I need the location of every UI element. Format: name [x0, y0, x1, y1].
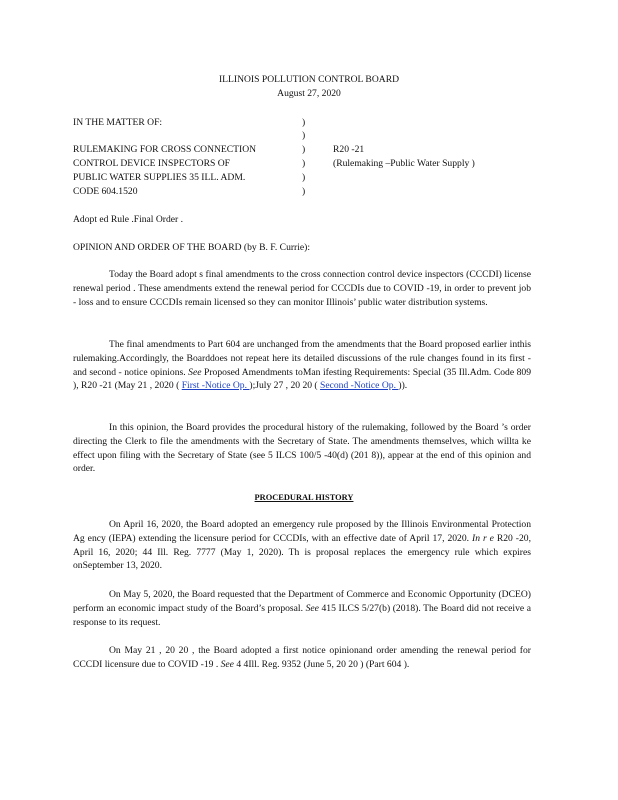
paren: ): [302, 186, 306, 197]
citation-signal: See: [220, 658, 234, 670]
paragraph-first-notice: [73, 644, 531, 672]
paren: ): [302, 144, 306, 155]
rulemaking-type: (Rulemaking –Public Water Supply ): [333, 158, 475, 169]
section-heading: PROCEDURAL HISTORY: [254, 493, 354, 502]
paragraph-dceo-request: [73, 588, 531, 629]
caption-line: PUBLIC WATER SUPPLIES 35 ILL. ADM.: [73, 172, 246, 183]
caption-line: RULEMAKING FOR CROSS CONNECTION: [73, 144, 257, 155]
paren: ): [302, 172, 306, 183]
paragraph-text: );July 27 , 20 20 (: [249, 380, 321, 392]
paren: ): [302, 117, 306, 128]
paragraph-emergency-rule: [73, 518, 531, 573]
paragraph-intro: [73, 268, 531, 309]
paragraph-text: The final amendments to Part 604 are unchanged from the amendments that the Board proposed earlier inthis rulemaking.Accordingly, the Boarddoes not repeat here its detailed discussions of the rule changes found in its first - and second - notice opinions.: [73, 339, 531, 378]
paren: ): [302, 158, 306, 169]
opinion-title: OPINION AND ORDER OF THE BOARD (by B. F. Currie):: [73, 242, 311, 253]
paragraph-text: Today the Board adopt s final amendments to the cross connection control device inspectors (CCCDI) license renewal period . These amendments extend the renewal period for CCCDIs due to COVID -19, in order to prevent job - loss and to ensure CCCDIs remain licensed so they can monitor Illinois’ public water distribution systems.: [73, 269, 531, 308]
paragraph-text: In this opinion, the Board provides the procedural history of the rulemaking, followed by the Board ’s order directing the Clerk to file the amendments with the Secretary of State. The amendments themselves, which willta ke effect upon filing with the Secretary of State (see 5 ILCS 100/5 -40(d) (201 8)), appear at the end of this opinion and order.: [73, 422, 531, 475]
caption-line: CONTROL DEVICE INSPECTORS OF: [73, 158, 230, 169]
citation-signal: See: [305, 602, 319, 614]
docket-number: R20 -21: [333, 144, 365, 155]
paragraph-text: R20 -20, April 16, 2020; 44 Ill. Reg. 7777 (May 1, 2020). Th is proposal replaces the emergency rule which expires onSeptember 13, 2020.: [73, 532, 531, 572]
paragraph-text: 415 ILCS 5/27(b) (2018). The Board did not receive a response to its request.: [73, 602, 531, 628]
paragraph-text: Proposed Amendments toMan ifesting Requirements: Special (35 Ill.Adm. Code 809 ), R20 -21 (May 21 , 2020 (: [73, 366, 531, 392]
adopted-rule-line: Adopt ed Rule .Final Order .: [73, 214, 184, 225]
first-notice-link[interactable]: First -Notice Op.: [181, 380, 250, 392]
paragraph-overview: [73, 421, 531, 476]
second-notice-link[interactable]: Second -Notice Op.: [320, 380, 399, 392]
board-name: ILLINOIS POLLUTION CONTROL BOARD: [218, 74, 400, 85]
in-the-matter-label: IN THE MATTER OF:: [73, 117, 163, 128]
caption-line: CODE 604.1520: [73, 186, 138, 197]
paragraph-text: )).: [398, 380, 408, 392]
paren: ): [302, 130, 306, 141]
paragraph-text: On April 16, 2020, the Board adopted an emergency rule proposed by the Illinois Environmental Protection Ag ency (IEPA) extending the licensure period for CCCDIs, with an effective date of April 17, 2020.: [73, 519, 531, 544]
document-date: August 27, 2020: [277, 88, 341, 99]
paragraph-text: 4 4Ill. Reg. 9352 (June 5, 20 20 ) (Part 604 ).: [233, 658, 410, 670]
citation-signal: In r e: [472, 532, 494, 544]
paragraph-text: On May 5, 2020, the Board requested that the Department of Commerce and Economic Opportunity (DCEO) perform an economic impact study of the Board’s proposal.: [73, 589, 531, 614]
paragraph-prior-notices: [73, 338, 531, 393]
citation-signal: See: [188, 366, 202, 378]
paragraph-text: On May 21 , 20 20 , the Board adopted a first notice opinionand order amending the renewal period for CCCDI licensure due to COVID -19 .: [73, 645, 531, 670]
